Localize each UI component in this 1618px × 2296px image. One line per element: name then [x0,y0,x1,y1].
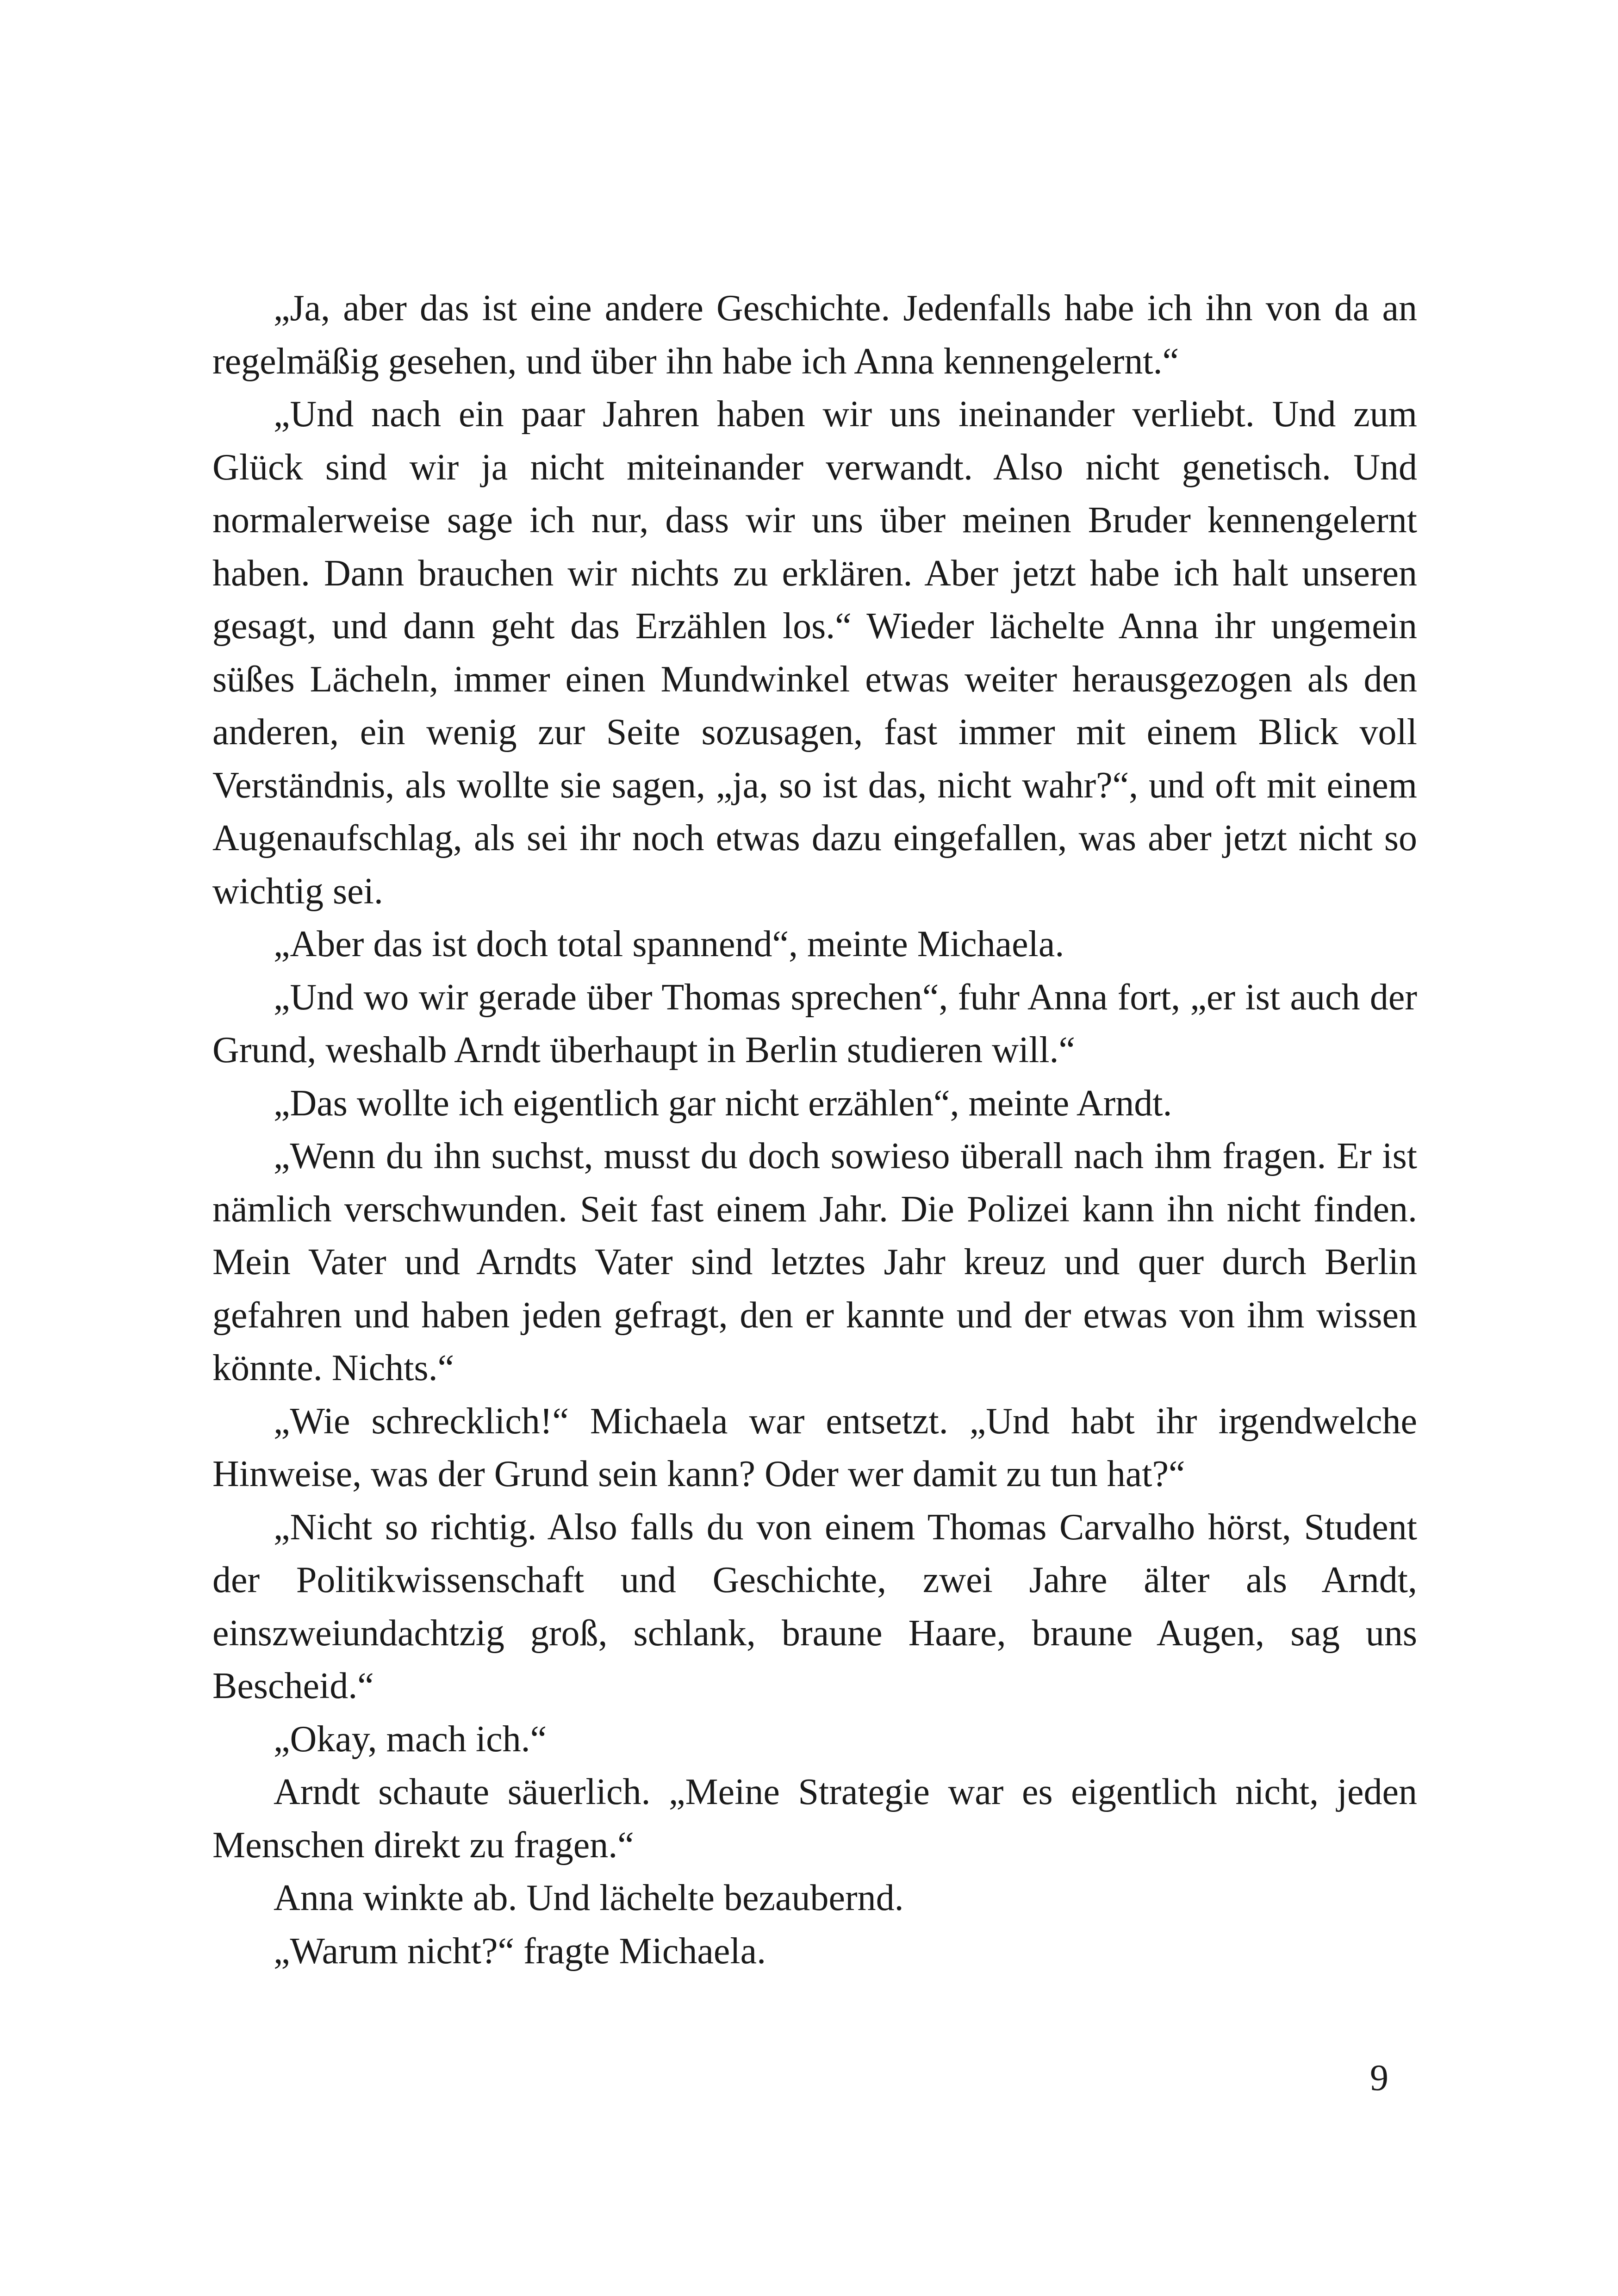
paragraph: „Nicht so richtig. Also falls du von einem Thomas Carvalho hörst, Student der Politikwissenschaft und Geschichte, zwei Jahre älter als Arndt, einszweiundachtzig groß, schlank, braune Haare, braune Augen, sag uns Bescheid.“ [212,1506,1417,1706]
paragraph: „Okay, mach ich.“ [274,1718,547,1760]
page-number: 9 [1370,2058,1388,2098]
paragraph: „Und nach ein paar Jahren haben wir uns ineinander verliebt. Und zum Glück sind wir ja nicht miteinander verwandt. Also nicht genetisch. Und normalerweise sage ich nur, dass wir uns über meinen Bruder kennengelernt haben. Dann brauchen wir nichts zu erklären. Aber jetzt habe ich halt unseren gesagt, und dann geht das Erzählen los.“ Wieder lächelte Anna ihr ungemein süßes Lächeln, immer einen Mundwinkel etwas weiter herausgezogen als den anderen, ein wenig zur Seite sozusagen, fast immer mit einem Blick voll Verständnis, als wollte sie sagen, „ja, so ist das, nicht wahr?“, und oft mit einem Augenaufschlag, als sei ihr noch etwas dazu eingefallen, was aber jetzt nicht so wichtig sei. [212,394,1417,912]
paragraph: „Und wo wir gerade über Thomas sprechen“, fuhr Anna fort, „er ist auch der Grund, weshalb Arndt überhaupt in Berlin studieren will.“ [212,977,1417,1070]
paragraph: „Warum nicht?“ fragte Michaela. [274,1930,766,1972]
paragraph: Arndt schaute säuerlich. „Meine Strategie war es eigentlich nicht, jeden Menschen direkt zu fragen.“ [212,1772,1417,1866]
paragraph: „Ja, aber das ist eine andere Geschichte. Jedenfalls habe ich ihn von da an regelmäßig gesehen, und über ihn habe ich Anna kennengelernt.“ [212,288,1417,382]
paragraph: „Wenn du ihn suchst, musst du doch sowieso überall nach ihm fragen. Er ist nämlich verschwunden. Seit fast einem Jahr. Die Polizei kann ihn nicht finden. Mein Vater und Arndts Vater sind letztes Jahr kreuz und quer durch Berlin gefahren und haben jeden gefragt, den er kannte und der etwas von ihm wissen könnte. Nichts.“ [212,1136,1417,1388]
paragraph: „Aber das ist doch total spannend“, meinte Michaela. [274,924,1064,964]
paragraph: Anna winkte ab. Und lächelte bezaubernd. [274,1878,904,1918]
body-text [212,282,1417,1978]
paragraph: „Wie schrecklich!“ Michaela war entsetzt. „Und habt ihr irgendwelche Hinweise, was der Grund sein kann? Oder wer damit zu tun hat?“ [212,1400,1417,1494]
paragraph: „Das wollte ich eigentlich gar nicht erzählen“, meinte Arndt. [274,1083,1172,1124]
